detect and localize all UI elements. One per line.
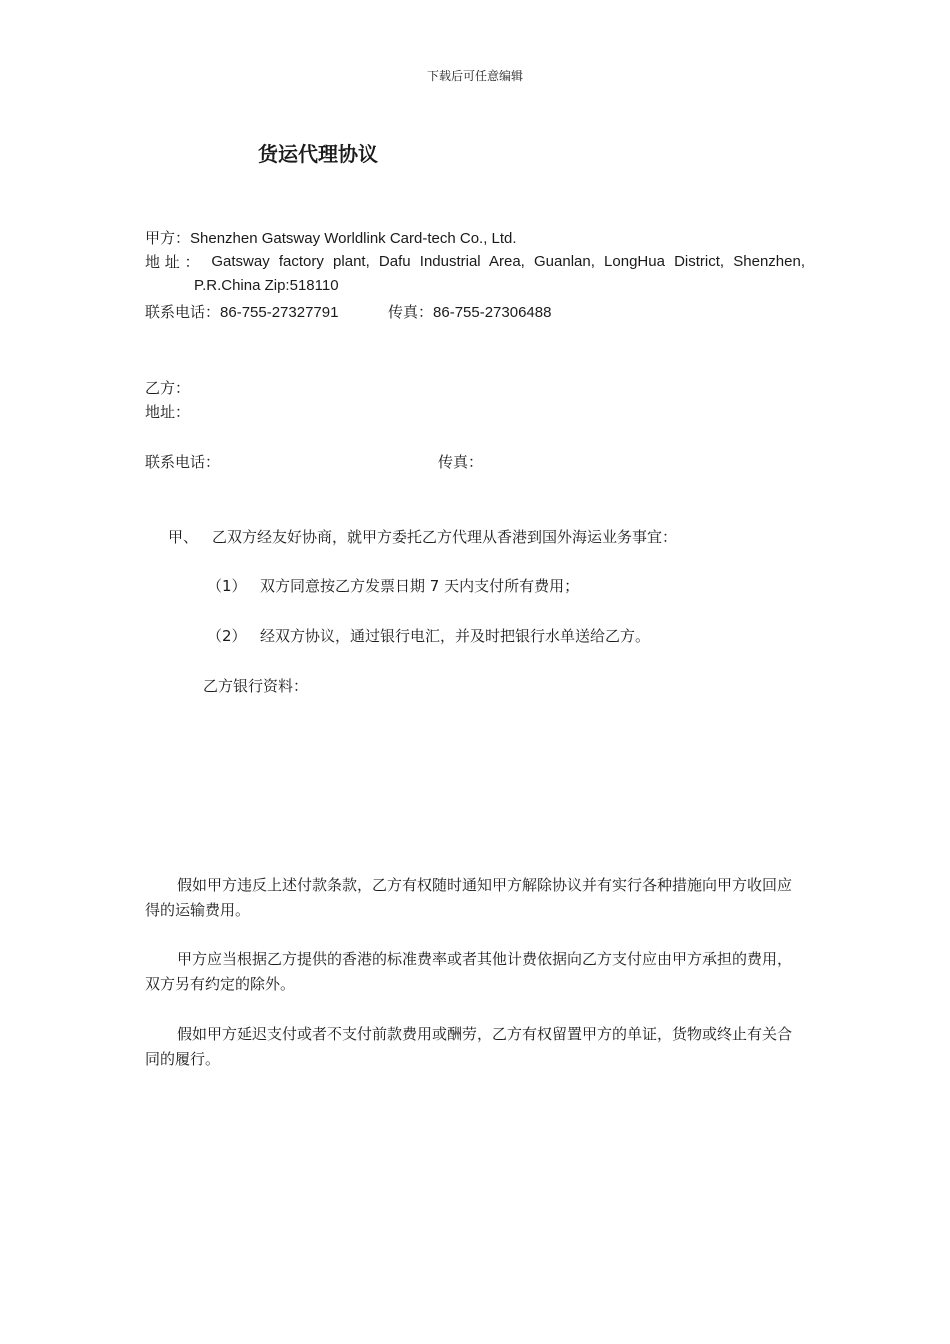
bank-info-label: 乙方银行资料： [203, 677, 309, 695]
clause-2-number: （2） [207, 627, 247, 645]
party-b-name-label: 乙方： [145, 379, 191, 397]
party-a-address-line1: Gatsway factory plant, Dafu Industrial Area, Guanlan, LongHua District, Shenzhen, [211, 253, 805, 270]
party-a-phone [145, 300, 338, 325]
intro-prefix: 甲、 [168, 528, 199, 546]
paragraph-fee-basis: 甲方应当根据乙方提供的香港的标准费率或者其他计费依据向乙方支付应由甲方承担的费用，双方另有约定的除外。 [145, 950, 793, 993]
party-a-address [145, 250, 805, 298]
document-title: 货运代理协议 [258, 142, 378, 166]
party-a-name [145, 226, 517, 251]
intro-text: 乙双方经友好协商，就甲方委托乙方代理从香港到国外海运业务事宜： [212, 528, 678, 546]
paragraph-payment-breach: 假如甲方违反上述付款条款，乙方有权随时通知甲方解除协议并有实行各种措施向甲方收回应得的运输费用。 [145, 876, 793, 919]
party-a-fax [388, 300, 551, 325]
party-a-phone-label: 联系电话： [145, 303, 221, 321]
party-b-phone-label: 联系电话： [145, 453, 221, 471]
clause-1-number: （1） [207, 577, 247, 595]
paragraph-lien: 假如甲方延迟支付或者不支付前款费用或酬劳，乙方有权留置甲方的单证，货物或终止有关合同的履行。 [145, 1025, 793, 1068]
party-a-address-line2: P.R.China Zip:518110 [194, 277, 339, 294]
party-a-fax-value: 86-755-27306488 [433, 304, 552, 321]
party-a-address-label: 地 址 ： [145, 253, 200, 271]
party-a-name-label: 甲方： [145, 229, 191, 247]
header-note: 下载后可任意编辑 [426, 69, 523, 83]
clause-2-text: 经双方协议，通过银行电汇，并及时把银行水单送给乙方。 [260, 627, 651, 645]
party-a-fax-label: 传真： [388, 303, 434, 321]
party-a-phone-value: 86-755-27327791 [220, 304, 339, 321]
clause-1-text: 双方同意按乙方发票日期 7 天内支付所有费用； [260, 577, 580, 595]
party-a-name-value: Shenzhen Gatsway Worldlink Card-tech Co., Ltd. [190, 230, 517, 247]
party-b-address-label: 地址： [145, 403, 191, 421]
party-b-fax-label: 传真： [438, 453, 484, 471]
